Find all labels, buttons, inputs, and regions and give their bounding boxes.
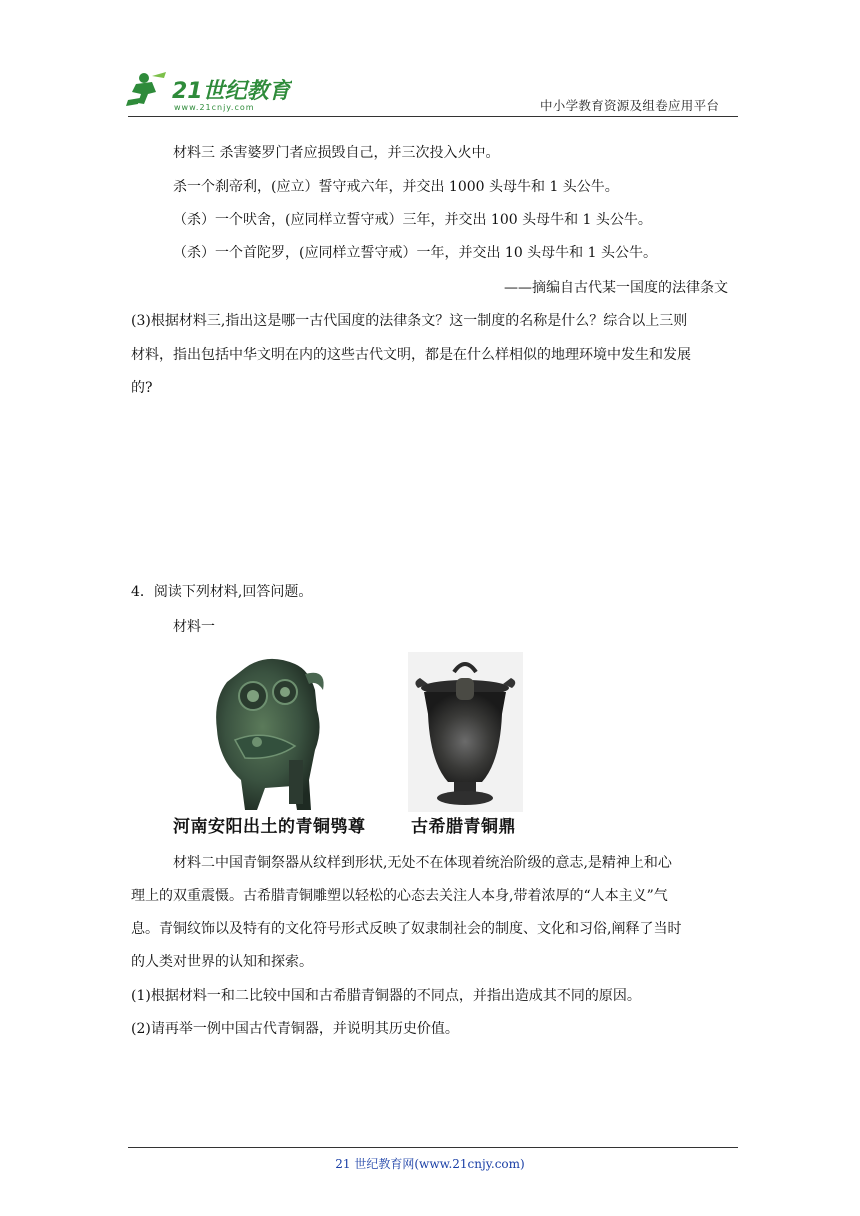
- material1-label: 材料一: [173, 619, 215, 635]
- q4-sub1: (1)根据材料一和二比较中国和古希腊青铜器的不同点，并指出造成其不同的原因。: [131, 988, 641, 1004]
- material3-line1: 材料三 杀害婆罗门者应损毁自己，并三次投入火中。: [173, 145, 500, 161]
- platform-name: 中小学教育资源及组卷应用平台: [540, 98, 720, 113]
- material2-line4: 的人类对世界的认知和探索。: [131, 954, 313, 970]
- material3-source: ——摘编自古代某一国度的法律条文: [504, 280, 728, 296]
- footer-divider: [128, 1147, 738, 1148]
- bronze-owl-zun-image: [205, 650, 330, 810]
- material3-line4: （杀）一个首陀罗，(应同样立誓守戒）一年，并交出 10 头母牛和 1 头公牛。: [173, 245, 657, 261]
- caption-owl-zun: 河南安阳出土的青铜鸮尊: [173, 817, 366, 837]
- logo-url: www.21cnjy.com: [174, 103, 255, 112]
- material2-line3: 息。青铜纹饰以及特有的文化符号形式反映了奴隶制社会的制度、文化和习俗,阐释了当时: [131, 921, 682, 937]
- caption-greek-krater: 古希腊青铜鼎: [411, 817, 516, 837]
- q4-title: 4．阅读下列材料,回答问题。: [131, 584, 313, 600]
- greek-bronze-krater-image: [408, 652, 523, 812]
- q4-sub2: (2)请再举一例中国古代青铜器，并说明其历史价值。: [131, 1021, 459, 1037]
- q3-line3: 的?: [131, 380, 153, 396]
- material2-line1: 材料二中国青铜祭器从纹样到形状,无处不在体现着统治阶级的意志,是精神上和心: [173, 855, 672, 871]
- header-divider: [128, 116, 738, 117]
- material3-line3: （杀）一个吠舍，(应同样立誓守戒）三年，并交出 100 头母牛和 1 头公牛。: [173, 212, 652, 228]
- logo-text: 21世纪教育: [172, 79, 291, 104]
- site-logo: [122, 70, 292, 114]
- q3-line1: (3)根据材料三,指出这是哪一古代国度的法律条文？这一制度的名称是什么？综合以上三则: [131, 313, 688, 329]
- material2-line2: 理上的双重震慑。古希腊青铜雕塑以轻松的心态去关注人本身,带着浓厚的“人本主义”气: [131, 888, 668, 904]
- footer-link[interactable]: 21 世纪教育网(www.21cnjy.com): [335, 1157, 525, 1171]
- material3-line2: 杀一个刹帝利，(应立）誓守戒六年，并交出 1000 头母牛和 1 头公牛。: [173, 179, 619, 195]
- q3-line2: 材料，指出包括中华文明在内的这些古代文明，都是在什么样相似的地理环境中发生和发展: [131, 347, 691, 363]
